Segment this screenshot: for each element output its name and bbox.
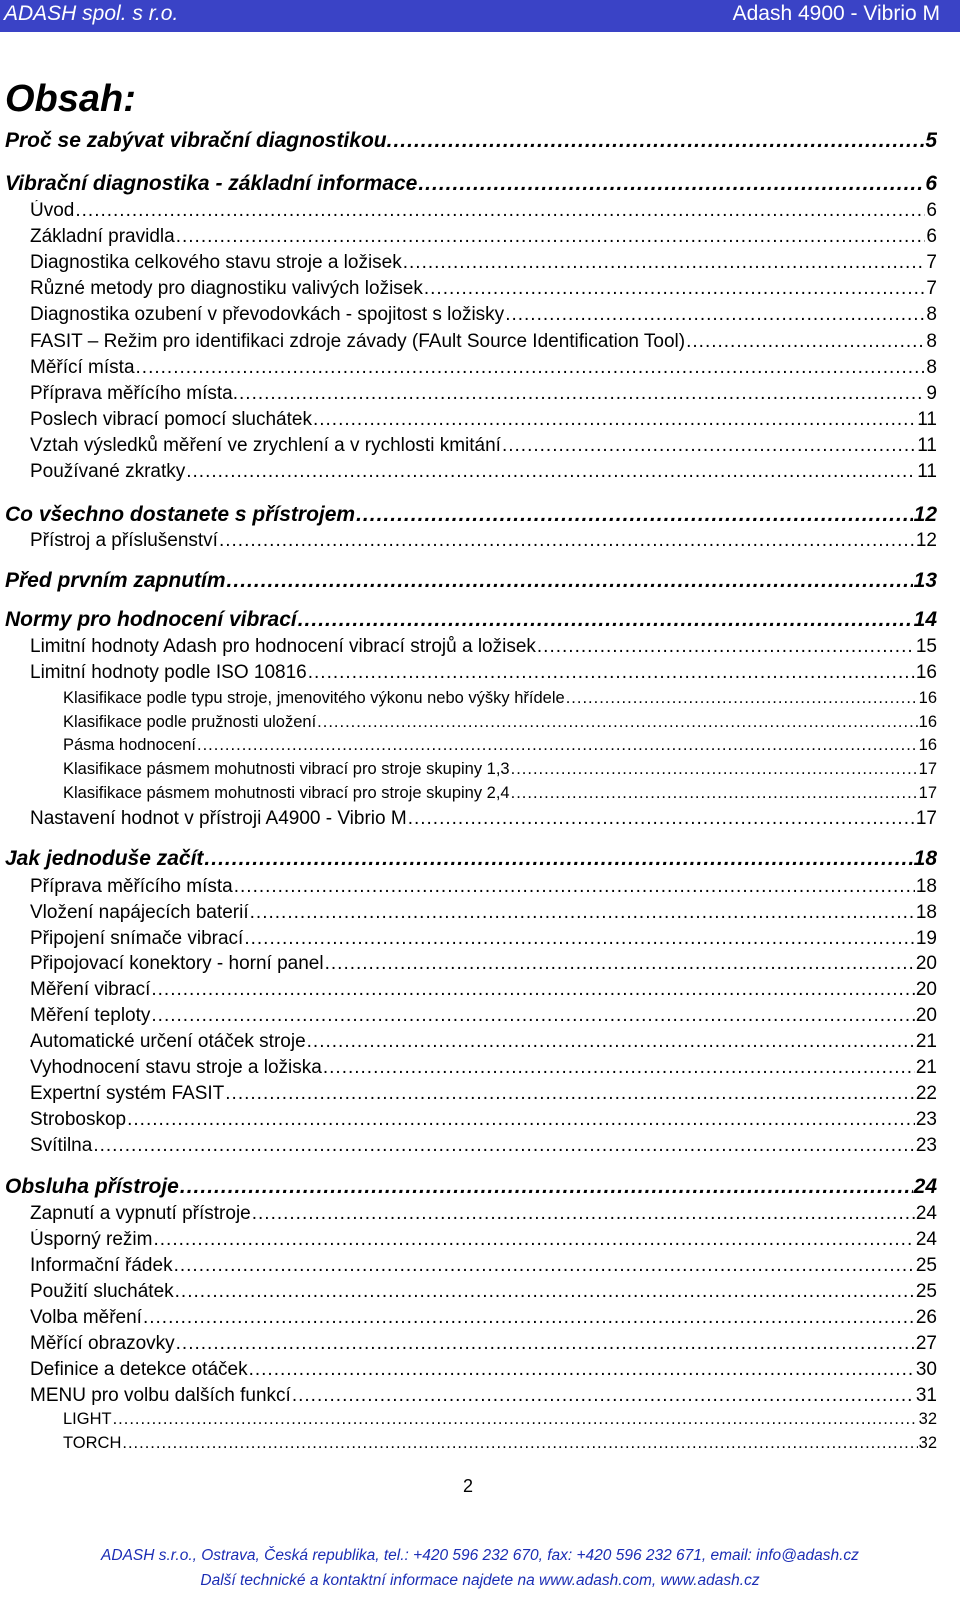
- toc-entry-title: Přístroj a příslušenství: [30, 530, 218, 551]
- toc-entry-page: 19: [915, 928, 937, 949]
- toc-entry-title: Připojení snímače vibrací: [30, 928, 244, 949]
- toc-entry-line: [30, 357, 937, 379]
- header-company: ADASH spol. s r.o.: [4, 2, 179, 25]
- toc-leader-dots: [176, 1333, 915, 1355]
- toc-entry-page: 12: [913, 503, 937, 526]
- toc-leader-dots: [249, 1359, 915, 1381]
- toc-entry-title: Nastavení hodnot v přístroji A4900 - Vibrio M: [30, 808, 407, 829]
- toc-entry-title: Proč se zabývat vibrační diagnostikou.: [5, 129, 393, 152]
- toc-entry-line: [30, 1307, 937, 1329]
- toc-leader-dots: [292, 1385, 915, 1407]
- toc-leader-dots: [197, 736, 918, 755]
- toc-leader-dots: [308, 662, 915, 684]
- toc-entry-line: [30, 1135, 937, 1157]
- toc-entry-page: 24: [913, 1175, 937, 1198]
- toc-entry-page: 13: [913, 569, 937, 592]
- toc-entry-page: 21: [915, 1031, 937, 1052]
- toc-leader-dots: [151, 979, 914, 1001]
- toc-entry-page: 21: [915, 1057, 937, 1078]
- toc-entry-page: 18: [915, 876, 937, 897]
- toc-leader-dots: [403, 252, 926, 274]
- toc-entry-page: 18: [913, 847, 937, 870]
- toc-entry-title: LIGHT: [63, 1410, 112, 1428]
- toc-leader-dots: [393, 129, 924, 153]
- toc-entry-title: Měřící obrazovky: [30, 1333, 175, 1354]
- toc-entry-title: Volba měření: [30, 1307, 142, 1328]
- toc-entry-line: [30, 1083, 937, 1105]
- toc-entry-line: [30, 808, 937, 830]
- toc-entry-line: [30, 278, 937, 300]
- toc-entry-line: [30, 383, 937, 405]
- toc-entry-page: 11: [917, 435, 937, 456]
- toc-entry-line: [30, 979, 937, 1001]
- toc-leader-dots: [234, 876, 915, 898]
- toc-entry-line: [30, 876, 937, 898]
- toc-entry-line: [30, 1031, 937, 1053]
- toc-leader-dots: [153, 1229, 914, 1251]
- toc-entry-line: [63, 713, 937, 732]
- toc-entry-page: 20: [915, 979, 937, 1000]
- toc-entry-title: Základní pravidla: [30, 226, 175, 247]
- toc-leader-dots: [325, 953, 915, 975]
- toc-entry-line: [30, 252, 937, 274]
- toc-leader-dots: [93, 1135, 915, 1157]
- toc-entry-line: [30, 928, 937, 950]
- toc-entry-line: [5, 129, 937, 153]
- toc-entry-page: 17: [918, 784, 937, 802]
- toc-entry-line: [30, 1281, 937, 1303]
- page-title: Obsah:: [5, 78, 136, 120]
- toc-leader-dots: [502, 435, 916, 457]
- toc-leader-dots: [418, 172, 924, 196]
- toc-leader-dots: [127, 1109, 915, 1131]
- toc-leader-dots: [219, 530, 915, 552]
- toc-leader-dots: [313, 409, 916, 431]
- toc-leader-dots: [180, 1175, 913, 1199]
- toc-leader-dots: [122, 1434, 917, 1453]
- toc-leader-dots: [204, 847, 912, 871]
- toc-entry-title: Klasifikace podle typu stroje, jmenovitého výkonu nebo výšky hřídele: [63, 689, 565, 707]
- toc-leader-dots: [307, 1031, 915, 1053]
- toc-leader-dots: [424, 278, 926, 300]
- toc-entry-page: 20: [915, 953, 937, 974]
- toc-entry-line: [30, 409, 937, 431]
- toc-entry-page: 16: [918, 713, 937, 731]
- toc-entry-page: 31: [915, 1385, 937, 1406]
- toc-leader-dots: [175, 1281, 915, 1303]
- toc-entry-title: MENU pro volbu dalších funkcí: [30, 1385, 291, 1406]
- header-product: Adash 4900 - Vibrio M: [732, 2, 940, 25]
- toc-entry-title: Expertní systém FASIT: [30, 1083, 225, 1104]
- toc-leader-dots: [239, 383, 925, 405]
- toc-entry-page: 17: [918, 760, 937, 778]
- toc-entry-title: Vibrační diagnostika - základní informace: [5, 172, 418, 195]
- toc-leader-dots: [151, 1005, 914, 1027]
- toc-entry-title: Pásma hodnocení: [63, 736, 197, 754]
- toc-entry-title: Diagnostika ozubení v převodovkách - spojitost s ložisky: [30, 304, 505, 325]
- toc-entry-page: 25: [915, 1255, 937, 1276]
- toc-entry-page: 12: [915, 530, 937, 551]
- toc-entry-page: 18: [915, 902, 937, 923]
- toc-entry-title: Používané zkratky: [30, 461, 186, 482]
- toc-entry-page: 8: [926, 304, 937, 325]
- toc-entry-line: [30, 1057, 937, 1079]
- page-number: 2: [462, 1476, 473, 1496]
- toc-entry-page: 16: [915, 662, 937, 683]
- toc-entry-page: 23: [915, 1109, 937, 1130]
- toc-entry-title: Diagnostika celkového stavu stroje a ložisek: [30, 252, 402, 273]
- toc-leader-dots: [686, 331, 925, 353]
- toc-entry-title: Vložení napájecích baterií: [30, 902, 249, 923]
- toc-leader-dots: [244, 928, 915, 950]
- toc-entry-line: [30, 1005, 937, 1027]
- toc-entry-page: 6: [925, 172, 937, 195]
- toc-entry-line: [5, 608, 937, 632]
- toc-entry-page: 8: [926, 357, 937, 378]
- toc-entry-title: Svítilna: [30, 1135, 93, 1156]
- page-header: [0, 0, 960, 32]
- toc-entry-line: [30, 435, 937, 457]
- toc-entry-title: Normy pro hodnocení vibrací: [5, 608, 297, 631]
- toc-leader-dots: [143, 1307, 915, 1329]
- toc-entry-title: Automatické určení otáček stroje: [30, 1031, 306, 1052]
- toc-entry-title: Měřící místa: [30, 357, 135, 378]
- toc-entry-line: [30, 304, 937, 326]
- toc-entry-line: [30, 331, 937, 353]
- toc-entry-line: [63, 784, 937, 803]
- toc-entry-title: Klasifikace pásmem mohutnosti vibrací pro stroje skupiny 2,4: [63, 784, 510, 802]
- toc-entry-line: [63, 1434, 937, 1453]
- toc-entry-title: Stroboskop: [30, 1109, 127, 1130]
- toc-entry-title: Definice a detekce otáček: [30, 1359, 248, 1380]
- toc-entry-page: 32: [918, 1410, 937, 1428]
- toc-entry-line: [30, 1109, 937, 1131]
- toc-entry-page: 25: [915, 1281, 937, 1302]
- toc-entry-line: [30, 226, 937, 248]
- toc-entry-line: [5, 1175, 937, 1199]
- toc-entry-page: 26: [915, 1307, 937, 1328]
- toc-leader-dots: [136, 357, 926, 379]
- toc-entry-title: Limitní hodnoty podle ISO 10816: [30, 662, 307, 683]
- toc-entry-title: Měření teploty: [30, 1005, 151, 1026]
- toc-entry-page: 6: [926, 200, 937, 221]
- toc-entry-page: 24: [915, 1229, 937, 1250]
- toc-entry-page: 15: [915, 636, 937, 657]
- toc-entry-page: 11: [917, 409, 937, 430]
- toc-entry-title: Různé metody pro diagnostiku valivých ložisek: [30, 278, 423, 299]
- toc-leader-dots: [408, 808, 915, 830]
- toc-leader-dots: [174, 1255, 915, 1277]
- toc-entry-line: [30, 1385, 937, 1407]
- toc-entry-title: Použití sluchátek: [30, 1281, 174, 1302]
- toc-entry-page: 27: [915, 1333, 937, 1354]
- toc-entry-line: [63, 1410, 937, 1429]
- toc-entry-page: 24: [915, 1203, 937, 1224]
- toc-entry-title: Poslech vibrací pomocí sluchátek: [30, 409, 312, 430]
- toc-entry-title: Před prvním zapnutím: [5, 569, 226, 592]
- toc-entry-title: Příprava měřícího místa: [30, 876, 233, 897]
- toc-leader-dots: [250, 902, 915, 924]
- toc-entry-page: 16: [918, 689, 937, 707]
- toc-leader-dots: [113, 1410, 918, 1429]
- toc-entry-page: 23: [915, 1135, 937, 1156]
- toc-leader-dots: [252, 1203, 915, 1225]
- toc-leader-dots: [298, 608, 913, 632]
- toc-entry-page: 32: [918, 1434, 937, 1452]
- toc-entry-page: 14: [913, 608, 937, 631]
- toc-leader-dots: [511, 760, 918, 779]
- toc-entry-title: Měření vibrací: [30, 979, 151, 1000]
- toc-entry-page: 8: [926, 331, 937, 352]
- toc-entry-page: 7: [926, 252, 937, 273]
- toc-leader-dots: [176, 226, 926, 248]
- toc-entry-line: [5, 172, 937, 196]
- toc-entry-title: Připojovací konektory - horní panel: [30, 953, 324, 974]
- toc-entry-line: [63, 689, 937, 708]
- toc-leader-dots: [317, 713, 917, 732]
- toc-leader-dots: [225, 1083, 915, 1105]
- toc-entry-line: [30, 662, 937, 684]
- toc-entry-title: Příprava měřícího místa.: [30, 383, 239, 404]
- toc-entry-title: Vyhodnocení stavu stroje a ložiska: [30, 1057, 322, 1078]
- toc-entry-title: Úsporný režim: [30, 1229, 153, 1250]
- toc-entry-page: 5: [925, 129, 937, 152]
- toc-leader-dots: [75, 200, 925, 222]
- toc-entry-page: 22: [915, 1083, 937, 1104]
- toc-entry-line: [63, 736, 937, 755]
- toc-leader-dots: [566, 689, 918, 708]
- toc-entry-title: Úvod: [30, 200, 75, 221]
- toc-entry-page: 7: [926, 278, 937, 299]
- toc-entry-title: Jak jednoduše začít: [5, 847, 204, 870]
- toc-leader-dots: [537, 636, 915, 658]
- toc-entry-page: 16: [918, 736, 937, 754]
- toc-entry-line: [30, 636, 937, 658]
- toc-entry-line: [5, 847, 937, 871]
- toc-leader-dots: [356, 503, 913, 527]
- toc-entry-page: 11: [917, 461, 937, 482]
- toc-leader-dots: [505, 304, 925, 326]
- toc-entry-page: 6: [926, 226, 937, 247]
- footer-contact: ADASH s.r.o., Ostrava, Česká republika, tel.: +420 596 232 670, fax: +420 596 232 671, email: info@adash.cz: [101, 1547, 859, 1564]
- toc-leader-dots: [323, 1057, 915, 1079]
- toc-entry-title: Limitní hodnoty Adash pro hodnocení vibrací strojů a ložisek: [30, 636, 536, 657]
- toc-entry-line: [5, 503, 937, 527]
- toc-entry-page: 20: [915, 1005, 937, 1026]
- toc-entry-line: [63, 760, 937, 779]
- toc-entry-line: [30, 1203, 937, 1225]
- toc-entry-page: 30: [915, 1359, 937, 1380]
- toc-entry-title: FASIT – Režim pro identifikaci zdroje závady (FAult Source Identification Tool): [30, 331, 686, 352]
- toc-leader-dots: [227, 569, 913, 593]
- toc-entry-title: Co všechno dostanete s přístrojem: [5, 503, 356, 526]
- toc-entry-page: 17: [915, 808, 937, 829]
- toc-entry-title: TORCH: [63, 1434, 122, 1452]
- toc-entry-line: [30, 461, 937, 483]
- toc-entry-line: [30, 902, 937, 924]
- footer-web: Další technické a kontaktní informace najdete na www.adash.com, www.adash.cz: [200, 1572, 760, 1589]
- toc-entry-line: [30, 530, 937, 552]
- toc-entry-title: Klasifikace pásmem mohutnosti vibrací pro stroje skupiny 1,3: [63, 760, 510, 778]
- toc-entry-line: [30, 953, 937, 975]
- toc-entry-line: [5, 569, 937, 593]
- toc-entry-line: [30, 1229, 937, 1251]
- toc-entry-page: 9: [926, 383, 937, 404]
- toc-entry-line: [30, 1333, 937, 1355]
- toc-entry-title: Klasifikace podle pružnosti uložení: [63, 713, 317, 731]
- toc-entry-title: Zapnutí a vypnutí přístroje: [30, 1203, 251, 1224]
- toc-entry-title: Informační řádek: [30, 1255, 173, 1276]
- toc-entry-line: [30, 1359, 937, 1381]
- toc-leader-dots: [511, 784, 918, 803]
- toc-entry-title: Obsluha přístroje: [5, 1175, 179, 1198]
- toc-entry-line: [30, 200, 937, 222]
- toc-entry-line: [30, 1255, 937, 1277]
- toc-entry-title: Vztah výsledků měření ve zrychlení a v rychlosti kmitání: [30, 435, 501, 456]
- toc-leader-dots: [186, 461, 916, 483]
